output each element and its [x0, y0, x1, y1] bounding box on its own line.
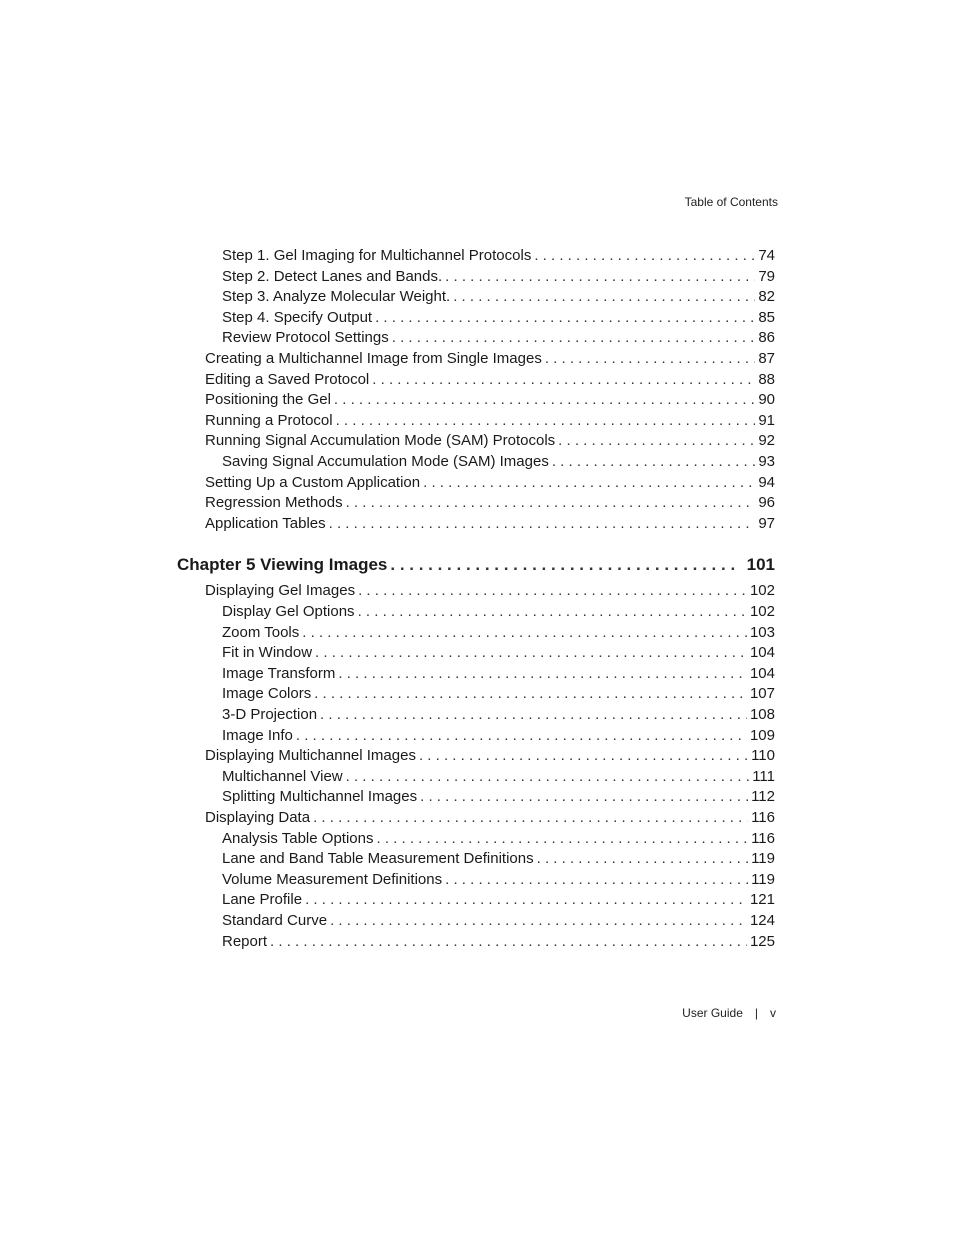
toc-entry-title: Volume Measurement Definitions	[222, 870, 443, 888]
toc-entry-page: 125	[749, 932, 775, 950]
toc-entry[interactable]	[222, 890, 775, 910]
toc-entry-title: Step 4. Specify Output	[222, 308, 373, 326]
toc-entry[interactable]	[222, 623, 775, 643]
toc-entry-title: Setting Up a Custom Application	[205, 473, 421, 491]
toc-entry[interactable]	[205, 514, 775, 534]
toc-entry-page: 103	[749, 623, 775, 641]
footer-guide-label: User Guide	[682, 1006, 743, 1020]
dot-leader	[330, 911, 747, 931]
dot-leader	[558, 431, 755, 451]
page-footer	[682, 1006, 776, 1020]
toc-entry-page: 82	[758, 288, 775, 306]
toc-entry-title: Step 2. Detect Lanes and Bands.	[222, 267, 443, 285]
toc-entry-page: 121	[749, 891, 775, 909]
toc-entry[interactable]	[222, 287, 775, 307]
toc-entry[interactable]	[222, 308, 775, 328]
toc-entry-page: 87	[758, 350, 775, 367]
toc-entry[interactable]	[205, 431, 775, 451]
toc-entry-title: Fit in Window	[222, 644, 313, 662]
dot-leader	[315, 643, 747, 663]
dot-leader	[419, 746, 748, 766]
toc-entry-title: Step 3. Analyze Molecular Weight.	[222, 288, 451, 306]
toc-entry-title: Running a Protocol	[205, 411, 333, 429]
dot-leader	[338, 664, 747, 684]
toc-entry[interactable]	[205, 411, 775, 431]
toc-entry-title: Standard Curve	[222, 912, 328, 929]
dot-leader	[358, 602, 747, 622]
toc-entry[interactable]	[222, 870, 775, 890]
dot-leader	[334, 390, 755, 410]
toc-entry-title: Regression Methods	[205, 494, 343, 512]
dot-leader	[420, 787, 748, 807]
toc-entry[interactable]	[222, 849, 775, 869]
toc-entry[interactable]	[222, 643, 775, 663]
toc-entry[interactable]	[222, 267, 775, 287]
toc-entry-page: 85	[758, 308, 775, 326]
dot-leader	[423, 473, 755, 493]
footer-page-number: v	[770, 1006, 776, 1020]
toc-entry[interactable]	[205, 581, 775, 601]
toc-entry-title: Lane Profile	[222, 891, 303, 909]
toc-entry-page: 102	[749, 603, 775, 620]
toc-entry-title: Displaying Data	[205, 809, 311, 826]
dot-leader	[537, 849, 748, 869]
toc-entry-page: 96	[758, 494, 775, 512]
toc-entry[interactable]	[222, 602, 775, 622]
dot-leader	[545, 349, 755, 369]
toc-entry-title: Image Colors	[222, 685, 312, 703]
dot-leader	[346, 767, 750, 787]
toc-entry-title: Displaying Gel Images	[205, 582, 356, 600]
toc-entry[interactable]	[222, 767, 775, 787]
toc-entry-title: Saving Signal Accumulation Mode (SAM) Images	[222, 453, 549, 470]
dot-leader	[329, 514, 756, 534]
toc-entry-page: 116	[751, 829, 775, 847]
toc-entry-page: 102	[749, 582, 775, 600]
toc-entry-page: 91	[758, 411, 775, 429]
toc-entry-title: Display Gel Options	[222, 603, 355, 620]
toc-entry-title: Multichannel View	[222, 767, 343, 785]
toc-entry[interactable]	[222, 932, 775, 952]
toc-entry-title: Zoom Tools	[222, 623, 300, 641]
toc-entry-page: 119	[751, 870, 775, 888]
toc-entry-title: Positioning the Gel	[205, 391, 331, 409]
toc-entry-page: 107	[749, 685, 775, 703]
toc-entry-page: 79	[758, 267, 775, 285]
dot-leader	[320, 705, 747, 725]
toc-entry-page: 109	[749, 726, 775, 744]
dot-leader	[376, 829, 748, 849]
toc-entry-page: 88	[758, 370, 775, 388]
dot-leader	[346, 493, 756, 513]
dot-leader	[552, 452, 755, 472]
toc-entry-page: 92	[758, 432, 775, 450]
toc-entry[interactable]	[222, 246, 775, 266]
toc-entry-title: Image Transform	[222, 664, 336, 682]
dot-leader	[445, 267, 755, 287]
toc-entry-title: 3-D Projection	[222, 706, 318, 723]
dot-leader	[305, 890, 747, 910]
toc-entry-page: 74	[758, 247, 775, 264]
toc-entry[interactable]	[222, 829, 775, 849]
toc-entry-page: 119	[751, 850, 775, 868]
dot-leader	[534, 246, 755, 266]
toc-entry-page: 104	[749, 664, 775, 682]
toc-entry[interactable]	[205, 390, 775, 410]
footer-separator: |	[754, 1006, 758, 1020]
dot-leader	[270, 932, 747, 952]
dot-leader	[453, 287, 755, 307]
toc-entry-title: Review Protocol Settings	[222, 329, 389, 347]
toc-entry[interactable]	[222, 684, 775, 704]
toc-entry-page: 93	[758, 453, 775, 470]
toc-entry-title: Analysis Table Options	[222, 829, 374, 847]
toc-entry-page: 104	[749, 644, 775, 662]
running-title: Table of Contents	[684, 195, 778, 209]
toc-chapter-entry[interactable]	[177, 553, 775, 577]
toc-entry-page: 112	[751, 788, 775, 806]
toc-entry[interactable]	[222, 452, 775, 472]
toc-entry-page: 97	[758, 514, 775, 532]
dot-leader	[445, 870, 748, 890]
toc-entry-title: Splitting Multichannel Images	[222, 788, 418, 806]
toc-entry-title: Step 1. Gel Imaging for Multichannel Protocols	[222, 247, 532, 264]
dot-leader	[392, 328, 756, 348]
dot-leader	[296, 726, 747, 746]
dot-leader	[336, 411, 756, 431]
dot-leader	[314, 684, 747, 704]
toc-entry-title: Report	[222, 932, 268, 950]
dot-leader	[358, 581, 747, 601]
dot-leader	[313, 808, 748, 828]
toc-entry[interactable]	[205, 746, 775, 766]
toc-entry[interactable]	[222, 328, 775, 348]
toc-entry[interactable]	[205, 808, 775, 828]
toc-entry[interactable]	[205, 349, 775, 369]
toc-entry-page: 101	[746, 555, 775, 575]
toc-entry-page: 108	[749, 706, 775, 723]
toc-entry-title: Chapter 5 Viewing Images	[177, 555, 388, 575]
toc-entry-page: 116	[751, 809, 775, 826]
toc-entry[interactable]	[205, 493, 775, 513]
toc-entry-title: Editing a Saved Protocol	[205, 370, 370, 388]
toc-entry[interactable]	[222, 911, 775, 931]
toc-entry-title: Running Signal Accumulation Mode (SAM) Protocols	[205, 432, 556, 450]
toc-entry[interactable]	[222, 705, 775, 725]
toc-entry[interactable]	[222, 787, 775, 807]
toc-entry-title: Creating a Multichannel Image from Single Images	[205, 350, 542, 367]
toc-entry-page: 124	[749, 912, 775, 929]
dot-leader	[302, 623, 747, 643]
dot-leader	[375, 308, 755, 328]
toc-entry-title: Application Tables	[205, 514, 326, 532]
toc-entry-title: Image Info	[222, 726, 293, 744]
toc-entry[interactable]	[222, 664, 775, 684]
toc-entry-page: 94	[758, 473, 775, 491]
toc-entry-title: Lane and Band Table Measurement Definitions	[222, 850, 534, 868]
toc-entry-page: 110	[751, 747, 775, 765]
dot-leader	[390, 553, 737, 577]
toc-entry-page: 90	[758, 391, 775, 409]
toc-entry[interactable]	[205, 370, 775, 390]
toc-entry-page: 86	[758, 329, 775, 347]
toc-entry-page: 111	[752, 767, 775, 785]
dot-leader	[372, 370, 755, 390]
toc-entry-title: Displaying Multichannel Images	[205, 747, 416, 765]
running-header	[685, 195, 778, 209]
toc-entry[interactable]	[205, 473, 775, 493]
toc-entry[interactable]	[222, 726, 775, 746]
